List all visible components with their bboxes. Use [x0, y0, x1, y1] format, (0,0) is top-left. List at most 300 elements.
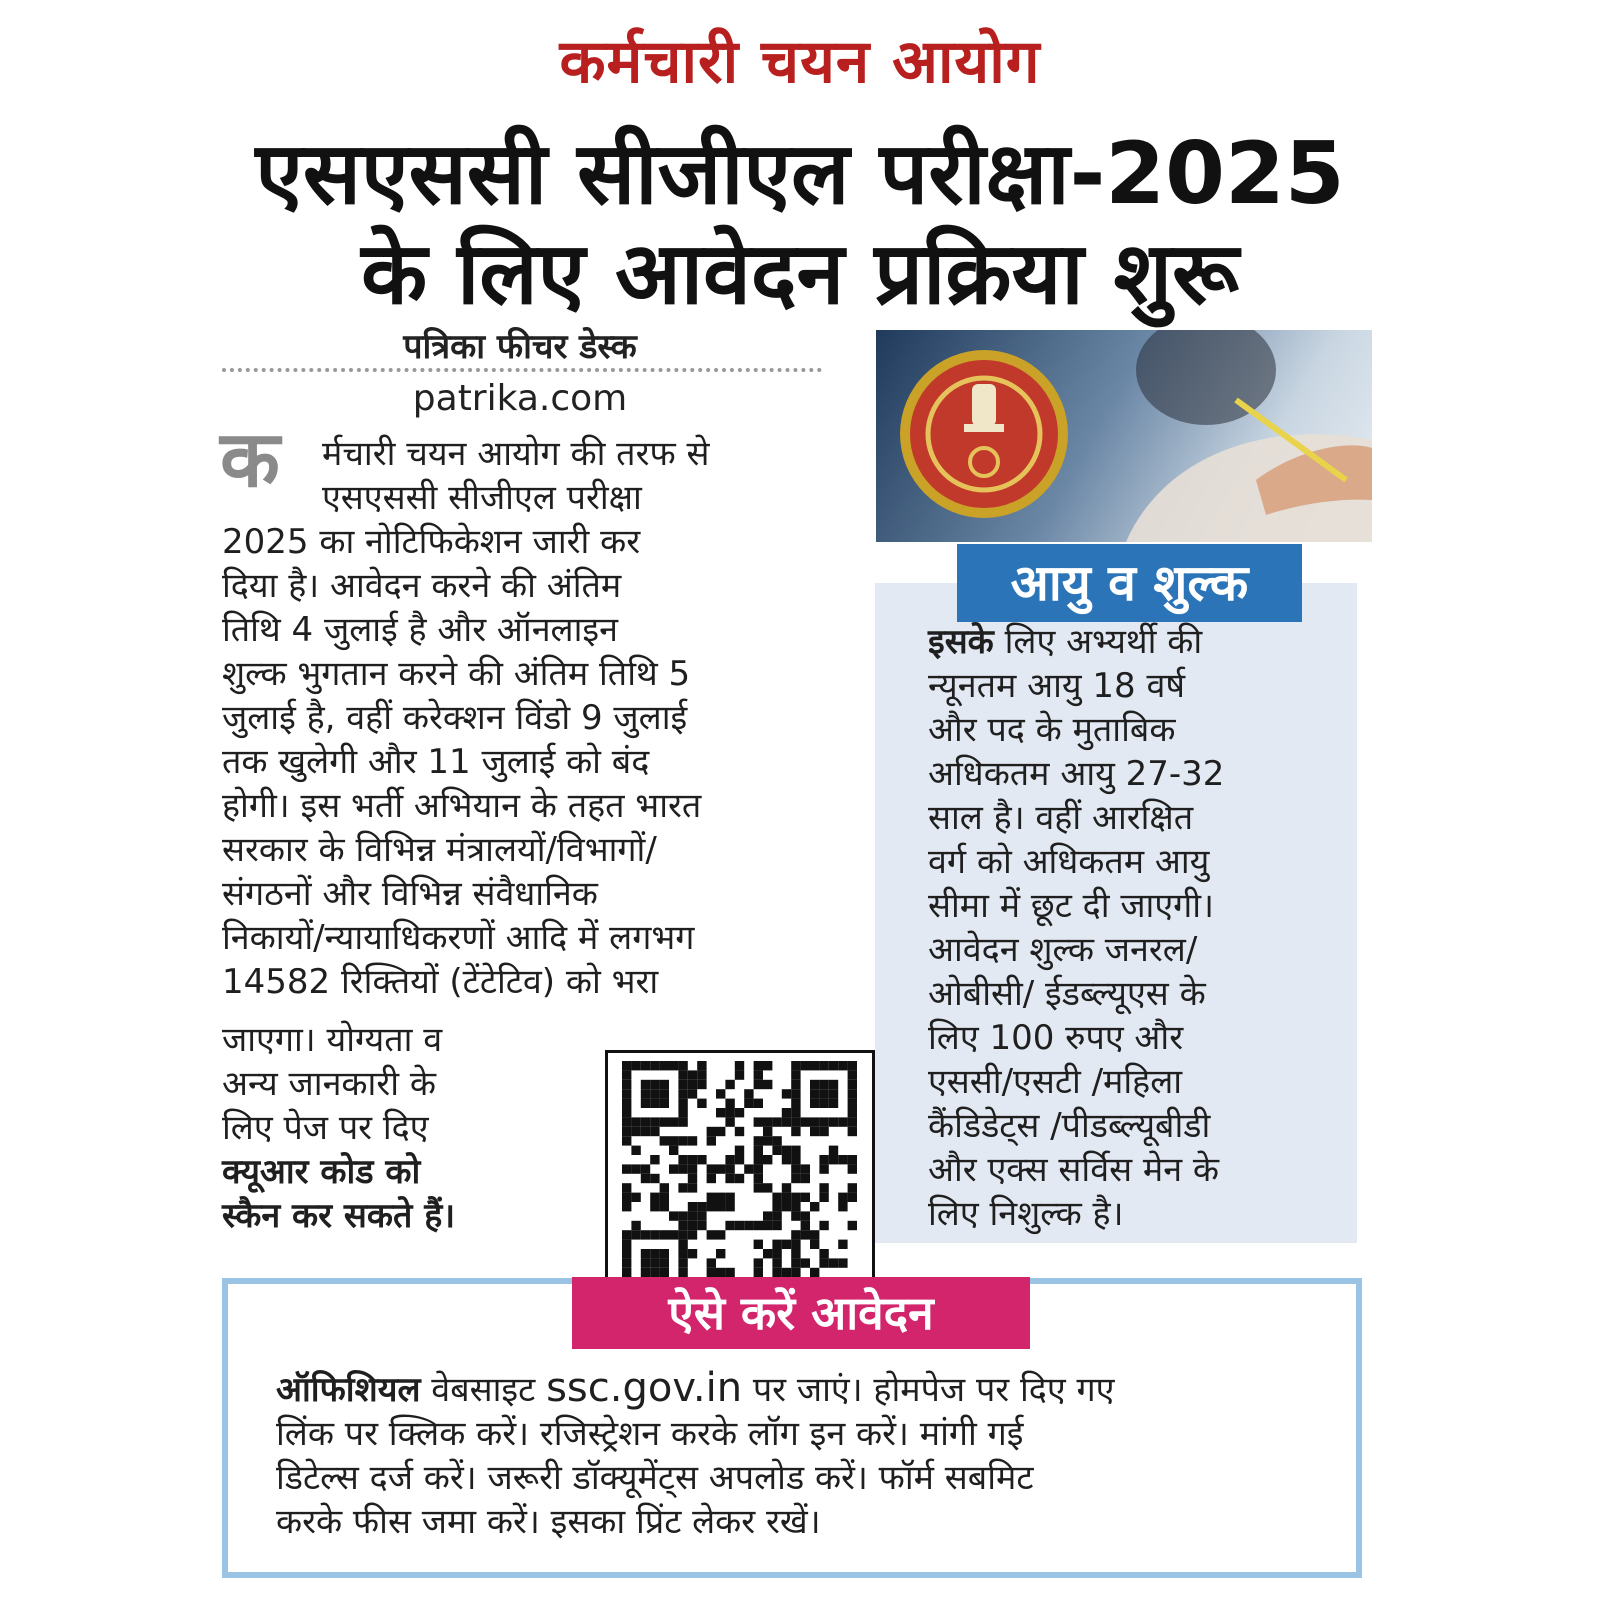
qr-module	[650, 1193, 659, 1202]
qr-module	[622, 1136, 631, 1145]
qr-module	[848, 1080, 857, 1089]
qr-module	[782, 1108, 791, 1117]
apply-line: डिटेल्स दर्ज करें। जरूरी डॉक्यूमेंट्स अपलोड करें। फॉर्म सबमिट	[276, 1458, 1034, 1498]
qr-module	[791, 1174, 800, 1183]
qr-module	[754, 1099, 763, 1108]
qr-module	[838, 1193, 847, 1202]
qr-module	[622, 1249, 631, 1258]
qr-module	[791, 1202, 800, 1211]
qr-module	[650, 1249, 659, 1258]
qr-module	[754, 1240, 763, 1249]
qr-module	[791, 1089, 800, 1098]
qr-module	[622, 1230, 631, 1239]
qr-module	[754, 1155, 763, 1164]
lead-line: होगी। इस भर्ती अभियान के तहत भारत	[222, 786, 702, 826]
qr-module	[772, 1221, 781, 1230]
qr-module	[782, 1240, 791, 1249]
qr-module	[782, 1089, 791, 1098]
qr-module	[735, 1155, 744, 1164]
qr-module	[622, 1164, 631, 1173]
qr-module	[678, 1183, 687, 1192]
qr-module	[782, 1146, 791, 1155]
age-fee-line: और एक्स सर्विस मेन के	[928, 1150, 1220, 1190]
qr-module	[810, 1089, 819, 1098]
qr-module	[819, 1183, 828, 1192]
qr-module	[754, 1136, 763, 1145]
qr-module	[622, 1268, 631, 1277]
qr-module	[716, 1249, 725, 1258]
age-fee-line: एससी/एसटी /महिला	[928, 1062, 1183, 1102]
qr-module	[707, 1193, 716, 1202]
qr-module	[848, 1099, 857, 1108]
qr-module	[678, 1268, 687, 1277]
qr-module	[716, 1089, 725, 1098]
qr-module	[754, 1258, 763, 1267]
qr-module	[725, 1108, 734, 1117]
qr-module	[782, 1117, 791, 1126]
headline-line-1: एसएससी सीजीएल परीक्षा-2025	[255, 124, 1345, 224]
apply-pre-url: वेबसाइट	[420, 1370, 547, 1410]
qr-module	[725, 1155, 734, 1164]
qr-module	[641, 1080, 650, 1089]
qr-module	[791, 1080, 800, 1089]
lead-line: शुल्क भुगतान करने की अंतिम तिथि 5	[222, 654, 691, 694]
qr-module	[819, 1089, 828, 1098]
qr-module	[763, 1221, 772, 1230]
qr-module	[819, 1080, 828, 1089]
qr-module	[622, 1117, 631, 1126]
qr-module	[819, 1221, 828, 1230]
qr-module	[819, 1061, 828, 1070]
qr-module	[678, 1221, 687, 1230]
lead-line-bold: क्यूआर कोड को	[222, 1152, 421, 1192]
qr-module	[791, 1240, 800, 1249]
qr-module	[735, 1146, 744, 1155]
qr-module	[660, 1117, 669, 1126]
qr-module	[810, 1230, 819, 1239]
lead-line: संगठनों और विभिन्न संवैधानिक	[222, 874, 598, 914]
qr-module	[754, 1183, 763, 1192]
qr-module	[660, 1258, 669, 1267]
qr-module	[801, 1221, 810, 1230]
qr-module	[660, 1202, 669, 1211]
qr-module	[725, 1080, 734, 1089]
qr-module	[801, 1164, 810, 1173]
qr-module	[688, 1164, 697, 1173]
qr-module	[707, 1202, 716, 1211]
qr-module	[801, 1230, 810, 1239]
qr-module	[641, 1258, 650, 1267]
qr-module	[697, 1202, 706, 1211]
qr-module	[678, 1230, 687, 1239]
qr-module	[678, 1117, 687, 1126]
qr-module	[631, 1230, 640, 1239]
qr-module	[791, 1099, 800, 1108]
qr-module	[688, 1230, 697, 1239]
qr-module	[791, 1127, 800, 1136]
age-fee-line	[928, 620, 1224, 664]
qr-module	[641, 1117, 650, 1126]
qr-module	[650, 1202, 659, 1211]
qr-module	[641, 1268, 650, 1277]
qr-module	[754, 1061, 763, 1070]
qr-module	[791, 1268, 800, 1277]
lead-line: तक खुलेगी और 11 जुलाई को बंद	[222, 742, 650, 782]
age-fee-line: लिए 100 रुपए और	[928, 1018, 1184, 1058]
qr-module	[650, 1155, 659, 1164]
apply-post-url: पर जाएं। होमपेज पर दिए गए	[742, 1370, 1115, 1410]
headline-line-2: के लिए आवेदन प्रक्रिया शुरू	[361, 224, 1239, 324]
age-fee-first-line: लिए अभ्यर्थी की	[993, 622, 1203, 662]
qr-module	[669, 1061, 678, 1070]
qr-module	[660, 1136, 669, 1145]
qr-module	[678, 1249, 687, 1258]
qr-module	[838, 1258, 847, 1267]
qr-module	[631, 1061, 640, 1070]
qr-module	[754, 1174, 763, 1183]
qr-module	[716, 1268, 725, 1277]
qr-module	[716, 1193, 725, 1202]
apply-line: लिंक पर क्लिक करें। रजिस्ट्रेशन करके लॉग इन करें। मांगी गई	[276, 1414, 1024, 1454]
qr-module	[622, 1108, 631, 1117]
lead-line: तिथि 4 जुलाई है और ऑनलाइन	[222, 610, 618, 650]
qr-module	[622, 1240, 631, 1249]
how-to-apply-text	[276, 1366, 1114, 1544]
qr-module	[650, 1089, 659, 1098]
qr-module	[716, 1202, 725, 1211]
qr-module	[819, 1164, 828, 1173]
qr-module	[678, 1155, 687, 1164]
qr-module	[735, 1070, 744, 1079]
qr-module	[782, 1193, 791, 1202]
qr-module	[622, 1258, 631, 1267]
qr-module	[772, 1146, 781, 1155]
qr-module	[791, 1155, 800, 1164]
qr-module	[622, 1080, 631, 1089]
qr-module	[678, 1136, 687, 1145]
qr-module	[838, 1155, 847, 1164]
official-website-link[interactable]: ssc.gov.in	[546, 1365, 743, 1411]
qr-module	[688, 1174, 697, 1183]
qr-module	[735, 1108, 744, 1117]
qr-module	[754, 1117, 763, 1126]
qr-module	[650, 1117, 659, 1126]
qr-module	[641, 1164, 650, 1173]
lead-line: दिया है। आवेदन करने की अंतिम	[222, 566, 622, 606]
qr-module	[631, 1221, 640, 1230]
qr-module	[725, 1221, 734, 1230]
qr-module	[669, 1164, 678, 1173]
qr-module	[848, 1070, 857, 1079]
qr-module	[819, 1117, 828, 1126]
qr-module	[660, 1080, 669, 1089]
byline-site: patrika.com	[412, 378, 628, 419]
qr-module	[848, 1193, 857, 1202]
age-fee-line: आवेदन शुल्क जनरल/	[928, 930, 1198, 970]
qr-module	[660, 1061, 669, 1070]
age-fee-line: साल है। वहीं आरक्षित	[928, 798, 1194, 838]
lead-line: सरकार के विभिन्न मंत्रालयों/विभागों/	[222, 830, 657, 870]
qr-module	[848, 1117, 857, 1126]
qr-module	[631, 1164, 640, 1173]
qr-module	[650, 1127, 659, 1136]
qr-module	[782, 1202, 791, 1211]
lead-paragraph-body	[222, 520, 701, 1004]
qr-module	[772, 1258, 781, 1267]
qr-module	[838, 1117, 847, 1126]
qr-module	[622, 1193, 631, 1202]
lead-line: एसएससी सीजीएल परीक्षा	[322, 478, 642, 518]
qr-module	[791, 1070, 800, 1079]
lead-line-bold: स्कैन कर सकते हैं।	[222, 1196, 456, 1236]
lead-line: जुलाई है, वहीं करेक्शन विंडो 9 जुलाई	[222, 698, 688, 738]
qr-module	[763, 1127, 772, 1136]
qr-module	[697, 1070, 706, 1079]
qr-module	[631, 1127, 640, 1136]
qr-module	[660, 1249, 669, 1258]
qr-module	[669, 1230, 678, 1239]
qr-code[interactable]	[605, 1050, 875, 1308]
qr-module	[791, 1061, 800, 1070]
qr-module	[782, 1183, 791, 1192]
apply-line: करके फीस जमा करें। इसका प्रिंट लेकर रखें।	[276, 1502, 821, 1542]
qr-module	[791, 1146, 800, 1155]
qr-module	[810, 1099, 819, 1108]
qr-module	[641, 1230, 650, 1239]
qr-module	[622, 1089, 631, 1098]
qr-module	[707, 1268, 716, 1277]
qr-module	[622, 1183, 631, 1192]
qr-module	[697, 1211, 706, 1220]
qr-module	[641, 1127, 650, 1136]
qr-module	[829, 1089, 838, 1098]
age-fee-lead-word: इसके	[928, 622, 994, 662]
qr-module	[622, 1070, 631, 1079]
qr-module	[678, 1240, 687, 1249]
qr-module	[650, 1080, 659, 1089]
qr-module	[754, 1070, 763, 1079]
qr-module	[678, 1258, 687, 1267]
qr-module	[848, 1183, 857, 1192]
qr-module	[707, 1230, 716, 1239]
qr-module	[650, 1258, 659, 1267]
qr-module	[650, 1174, 659, 1183]
qr-module	[782, 1155, 791, 1164]
age-fee-line: और पद के मुताबिक	[928, 710, 1176, 750]
lead-paragraph-top	[322, 432, 709, 520]
qr-module	[772, 1193, 781, 1202]
qr-module	[716, 1108, 725, 1117]
qr-module	[848, 1108, 857, 1117]
lead-line: अन्य जानकारी के	[222, 1064, 436, 1104]
qr-module	[810, 1240, 819, 1249]
qr-module	[791, 1108, 800, 1117]
age-fee-line: सीमा में छूट दी जाएगी।	[928, 886, 1214, 926]
age-fee-banner: आयु व शुल्क	[957, 544, 1302, 622]
apply-lead-word: ऑफिशियल	[276, 1370, 421, 1410]
qr-module	[631, 1193, 640, 1202]
qr-module	[763, 1211, 772, 1220]
qr-module	[707, 1174, 716, 1183]
qr-module	[754, 1146, 763, 1155]
qr-module	[810, 1202, 819, 1211]
qr-module	[735, 1061, 744, 1070]
qr-module	[678, 1099, 687, 1108]
qr-module	[810, 1080, 819, 1089]
age-fee-line: न्यूनतम आयु 18 वर्ष	[928, 666, 1186, 706]
qr-module	[678, 1080, 687, 1089]
lead-line: 14582 रिक्तियों (टेंटेटिव) को भरा	[222, 962, 659, 1002]
age-fee-line: वर्ग को अधिकतम आयु	[928, 842, 1210, 882]
qr-module	[697, 1155, 706, 1164]
qr-module	[716, 1164, 725, 1173]
qr-module	[688, 1070, 697, 1079]
qr-module	[725, 1268, 734, 1277]
qr-module	[660, 1089, 669, 1098]
qr-module	[754, 1221, 763, 1230]
qr-module	[650, 1099, 659, 1108]
qr-module	[791, 1193, 800, 1202]
qr-module	[791, 1230, 800, 1239]
qr-module	[650, 1061, 659, 1070]
ssc-emblem	[900, 350, 1068, 518]
qr-module	[707, 1136, 716, 1145]
qr-module	[697, 1061, 706, 1070]
qr-module	[772, 1240, 781, 1249]
qr-module	[782, 1268, 791, 1277]
qr-module	[838, 1061, 847, 1070]
qr-code-graphic	[608, 1053, 872, 1305]
qr-module	[848, 1221, 857, 1230]
qr-module	[669, 1136, 678, 1145]
lead-line: निकायों/न्यायाधिकरणों आदि में लगभग	[222, 918, 695, 958]
qr-module	[678, 1164, 687, 1173]
byline-divider	[222, 368, 822, 372]
qr-module	[678, 1061, 687, 1070]
qr-module	[660, 1230, 669, 1239]
qr-module	[791, 1211, 800, 1220]
qr-module	[838, 1240, 847, 1249]
qr-module	[801, 1061, 810, 1070]
qr-module	[697, 1221, 706, 1230]
qr-module	[829, 1080, 838, 1089]
qr-module	[829, 1155, 838, 1164]
how-to-apply-banner: ऐसे करें आवेदन	[572, 1277, 1030, 1349]
section-kicker: कर्मचारी चयन आयोग	[559, 27, 1041, 97]
lead-line: 2025 का नोटिफिकेशन जारी कर	[222, 522, 641, 562]
qr-module	[716, 1230, 725, 1239]
qr-module	[848, 1089, 857, 1098]
qr-module	[631, 1117, 640, 1126]
qr-module	[735, 1221, 744, 1230]
qr-module	[838, 1202, 847, 1211]
qr-module	[622, 1099, 631, 1108]
qr-module	[688, 1249, 697, 1258]
qr-module	[810, 1117, 819, 1126]
qr-module	[725, 1193, 734, 1202]
qr-module	[735, 1174, 744, 1183]
lead-line: र्मचारी चयन आयोग की तरफ से	[322, 434, 710, 474]
qr-module	[735, 1127, 744, 1136]
qr-module	[697, 1099, 706, 1108]
qr-module	[688, 1080, 697, 1089]
qr-module	[744, 1099, 753, 1108]
qr-module	[791, 1164, 800, 1173]
qr-module	[810, 1268, 819, 1277]
qr-module	[688, 1211, 697, 1220]
apply-line	[276, 1366, 1114, 1412]
lead-line: लिए पेज पर दिए	[222, 1108, 429, 1148]
qr-module	[829, 1099, 838, 1108]
qr-module	[669, 1146, 678, 1155]
qr-module	[829, 1258, 838, 1267]
qr-module	[829, 1117, 838, 1126]
qr-module	[631, 1146, 640, 1155]
qr-module	[678, 1108, 687, 1117]
qr-module	[763, 1080, 772, 1089]
qr-module	[707, 1258, 716, 1267]
qr-module	[669, 1211, 678, 1220]
qr-module	[697, 1080, 706, 1089]
qr-module	[801, 1193, 810, 1202]
drop-cap: क	[220, 415, 280, 505]
byline-desk: पत्रिका फीचर डेस्क	[403, 327, 637, 367]
qr-module	[819, 1127, 828, 1136]
lead-line: जाएगा। योग्यता व	[222, 1020, 443, 1060]
qr-module	[622, 1202, 631, 1211]
qr-module	[688, 1221, 697, 1230]
exam-photo	[876, 330, 1372, 542]
qr-module	[707, 1164, 716, 1173]
qr-module	[641, 1089, 650, 1098]
qr-module	[660, 1193, 669, 1202]
qr-module	[763, 1117, 772, 1126]
qr-module	[688, 1089, 697, 1098]
qr-module	[819, 1249, 828, 1258]
qr-module	[848, 1127, 857, 1136]
qr-module	[688, 1155, 697, 1164]
qr-module	[801, 1211, 810, 1220]
qr-module	[641, 1099, 650, 1108]
lead-paragraph-end	[222, 1018, 455, 1238]
age-fee-line: अधिकतम आयु 27-32	[928, 754, 1225, 794]
qr-module	[791, 1258, 800, 1267]
qr-module	[819, 1155, 828, 1164]
qr-module	[744, 1221, 753, 1230]
age-fee-line: लिए निशुल्क है।	[928, 1194, 1124, 1234]
qr-module	[772, 1117, 781, 1126]
qr-module	[772, 1136, 781, 1145]
qr-module	[622, 1127, 631, 1136]
qr-module	[819, 1099, 828, 1108]
age-fee-line: कैंडिडेट्स /पीडब्ल्यूबीडी	[928, 1106, 1211, 1146]
qr-module	[754, 1268, 763, 1277]
qr-module	[810, 1127, 819, 1136]
qr-module	[801, 1117, 810, 1126]
qr-module	[660, 1183, 669, 1192]
age-fee-line: ओबीसी/ ईडब्ल्यूएस के	[928, 974, 1206, 1014]
qr-module	[725, 1164, 734, 1173]
qr-module	[660, 1268, 669, 1277]
qr-module	[763, 1136, 772, 1145]
qr-module	[678, 1089, 687, 1098]
qr-module	[725, 1117, 734, 1126]
qr-module	[678, 1070, 687, 1079]
qr-module	[801, 1258, 810, 1267]
qr-module	[829, 1146, 838, 1155]
qr-module	[744, 1089, 753, 1098]
qr-module	[810, 1061, 819, 1070]
